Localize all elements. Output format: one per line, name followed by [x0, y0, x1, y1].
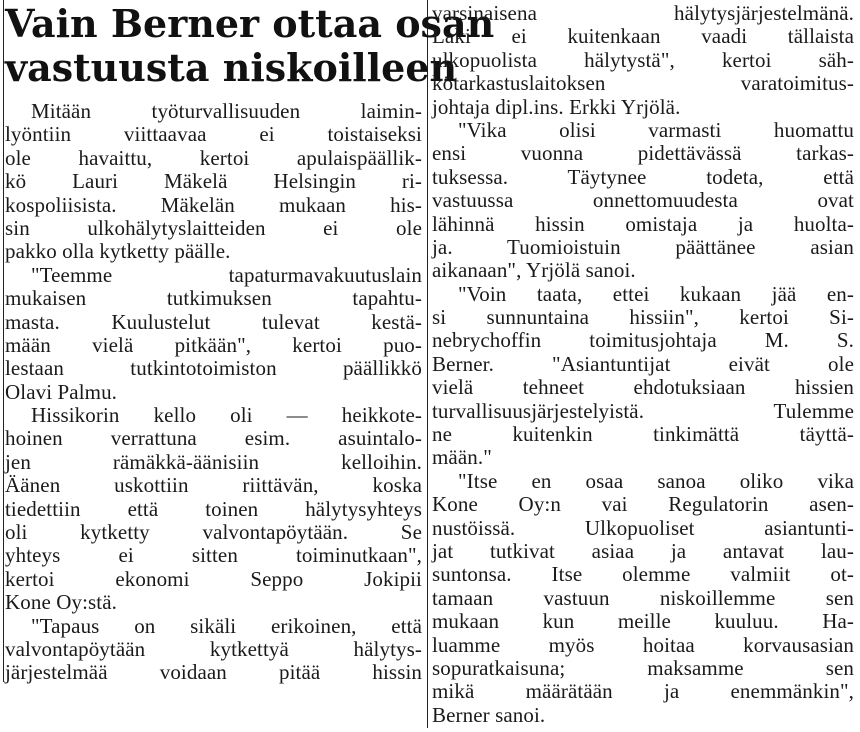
paragraph	[5, 404, 422, 615]
text-line: aikanaan", Yrjölä sanoi.	[432, 258, 636, 283]
right-column-body	[432, 2, 854, 727]
left-column-body	[5, 100, 422, 685]
text-line: sopuratkaisuna; maksamme sen	[432, 655, 854, 680]
text-line: tiedettiin että toinen hälytysyhteys	[5, 496, 422, 521]
text-line: johtaja dipl.ins. Erkki Yrjölä.	[432, 94, 681, 119]
text-line: lyöntiin viittaavaa ei toistaiseksi	[5, 122, 422, 147]
text-line: Mitään työturvallisuuden laimin-	[31, 99, 422, 123]
text-line: vielä tehneet ehdotuksiaan hissien	[432, 375, 854, 400]
text-line: suntonsa. Itse olemme valmiit ot-	[432, 562, 854, 587]
text-line: pakko olla kytketty päälle.	[5, 239, 231, 264]
text-line: jat tutkivat asiaa ja antavat lau-	[432, 538, 854, 563]
text-line: ensi vuonna pidettävässä tarkas-	[432, 141, 854, 166]
text-line: hoinen verrattuna esim. asuintalo-	[5, 426, 422, 451]
column-divider-rule	[427, 0, 428, 728]
text-line: Äänen uskottiin riittävän, koska	[5, 473, 422, 498]
text-line: kertoi ekonomi Seppo Jokipii	[5, 566, 422, 591]
text-line: ulkopuolista hälytystä", kertoi säh-	[432, 47, 854, 72]
text-line: ja. Tuomioistuin päättänee asian	[432, 234, 854, 259]
text-line: Kone Oy:stä.	[5, 590, 118, 615]
left-column	[5, 0, 495, 685]
article-headline	[5, 1, 495, 90]
paragraph	[5, 615, 422, 685]
text-line: mukaisen tutkimuksen tapahtu-	[5, 286, 422, 311]
text-line: "Vika olisi varmasti huomattu	[458, 117, 854, 142]
text-line: Kone Oy:n vai Regulatorin asen-	[432, 492, 854, 517]
text-line: masta. Kuulustelut tulevat kestä-	[5, 309, 422, 334]
paragraph	[432, 119, 854, 283]
text-line: turvallisuusjärjestelyistä. Tulemme	[432, 398, 854, 423]
headline-line: Vain Berner ottaa osan	[5, 1, 495, 46]
text-line: sin ulkohälytyslaitteiden ei ole	[5, 215, 422, 240]
text-line: kospoliisista. Mäkelän mukaan his-	[5, 192, 422, 217]
text-line: kö Lauri Mäkelä Helsingin ri-	[5, 169, 422, 194]
text-line: nebrychoffin toimitusjohtaja M. S.	[432, 328, 854, 353]
text-line: tamaan vastuun niskoillemme sen	[432, 585, 854, 610]
text-line: yhteys ei sitten toiminutkaan",	[5, 543, 422, 568]
paragraph	[432, 283, 854, 470]
paragraph	[432, 2, 854, 119]
text-line: Laki ei kuitenkaan vaadi tällaista	[432, 24, 854, 49]
right-column	[432, 0, 854, 728]
text-line: luamme myös hoitaa korvausasian	[432, 632, 854, 657]
text-line: vastuussa onnettomuudesta ovat	[432, 188, 854, 213]
text-line: Berner. "Asiantuntijat eivät ole	[432, 351, 854, 376]
text-line: varsinaisena hälytysjärjestelmänä.	[432, 1, 854, 25]
text-line: mään."	[432, 445, 492, 470]
text-line: ole havaittu, kertoi apulaispäällik-	[5, 145, 422, 170]
headline-line: vastuusta niskoilleen	[5, 45, 458, 90]
text-line: ne kuitenkin tinkimättä täyttä-	[432, 422, 854, 447]
text-line: mään vielä pitkään", kertoi puo-	[5, 332, 422, 357]
paragraph	[5, 100, 422, 264]
text-line: nustöissä. Ulkopuoliset asiantunti-	[432, 515, 854, 540]
text-line: "Voin taata, ettei kukaan jää en-	[458, 281, 854, 306]
text-line: "Teemme tapaturmavakuutuslain	[31, 262, 422, 287]
text-line: Berner sanoi.	[432, 702, 546, 727]
text-line: järjestelmää voidaan pitää hissin	[5, 660, 422, 685]
text-line: "Itse en osaa sanoa oliko vika	[458, 468, 854, 493]
text-line: mikä määrätään ja enemmänkin",	[432, 679, 854, 704]
text-line: tuksessa. Täytynee todeta, että	[432, 164, 854, 189]
text-line: si sunnuntaina hissiin", kertoi Si-	[432, 305, 854, 330]
text-line: "Tapaus on sikäli erikoinen, että	[31, 613, 422, 638]
text-line: valvontapöytään kytkettyä hälytys-	[5, 636, 422, 661]
text-line: Olavi Palmu.	[5, 379, 118, 404]
text-line: kötarkastuslaitoksen varatoimitus-	[432, 71, 854, 96]
paragraph	[5, 264, 422, 404]
paragraph	[432, 470, 854, 727]
left-column-rule	[3, 0, 4, 682]
text-line: lähinnä hissin omistaja ja huolta-	[432, 211, 854, 236]
text-line: jen rämäkkä-äänisiin kelloihin.	[5, 449, 422, 474]
text-line: lestaan tutkintotoimiston päällikkö	[5, 356, 422, 381]
text-line: Hissikorin kello oli — heikkote-	[31, 403, 422, 428]
text-line: mukaan kun meille kuuluu. Ha-	[432, 609, 854, 634]
text-line: oli kytketty valvontapöytään. Se	[5, 520, 422, 545]
